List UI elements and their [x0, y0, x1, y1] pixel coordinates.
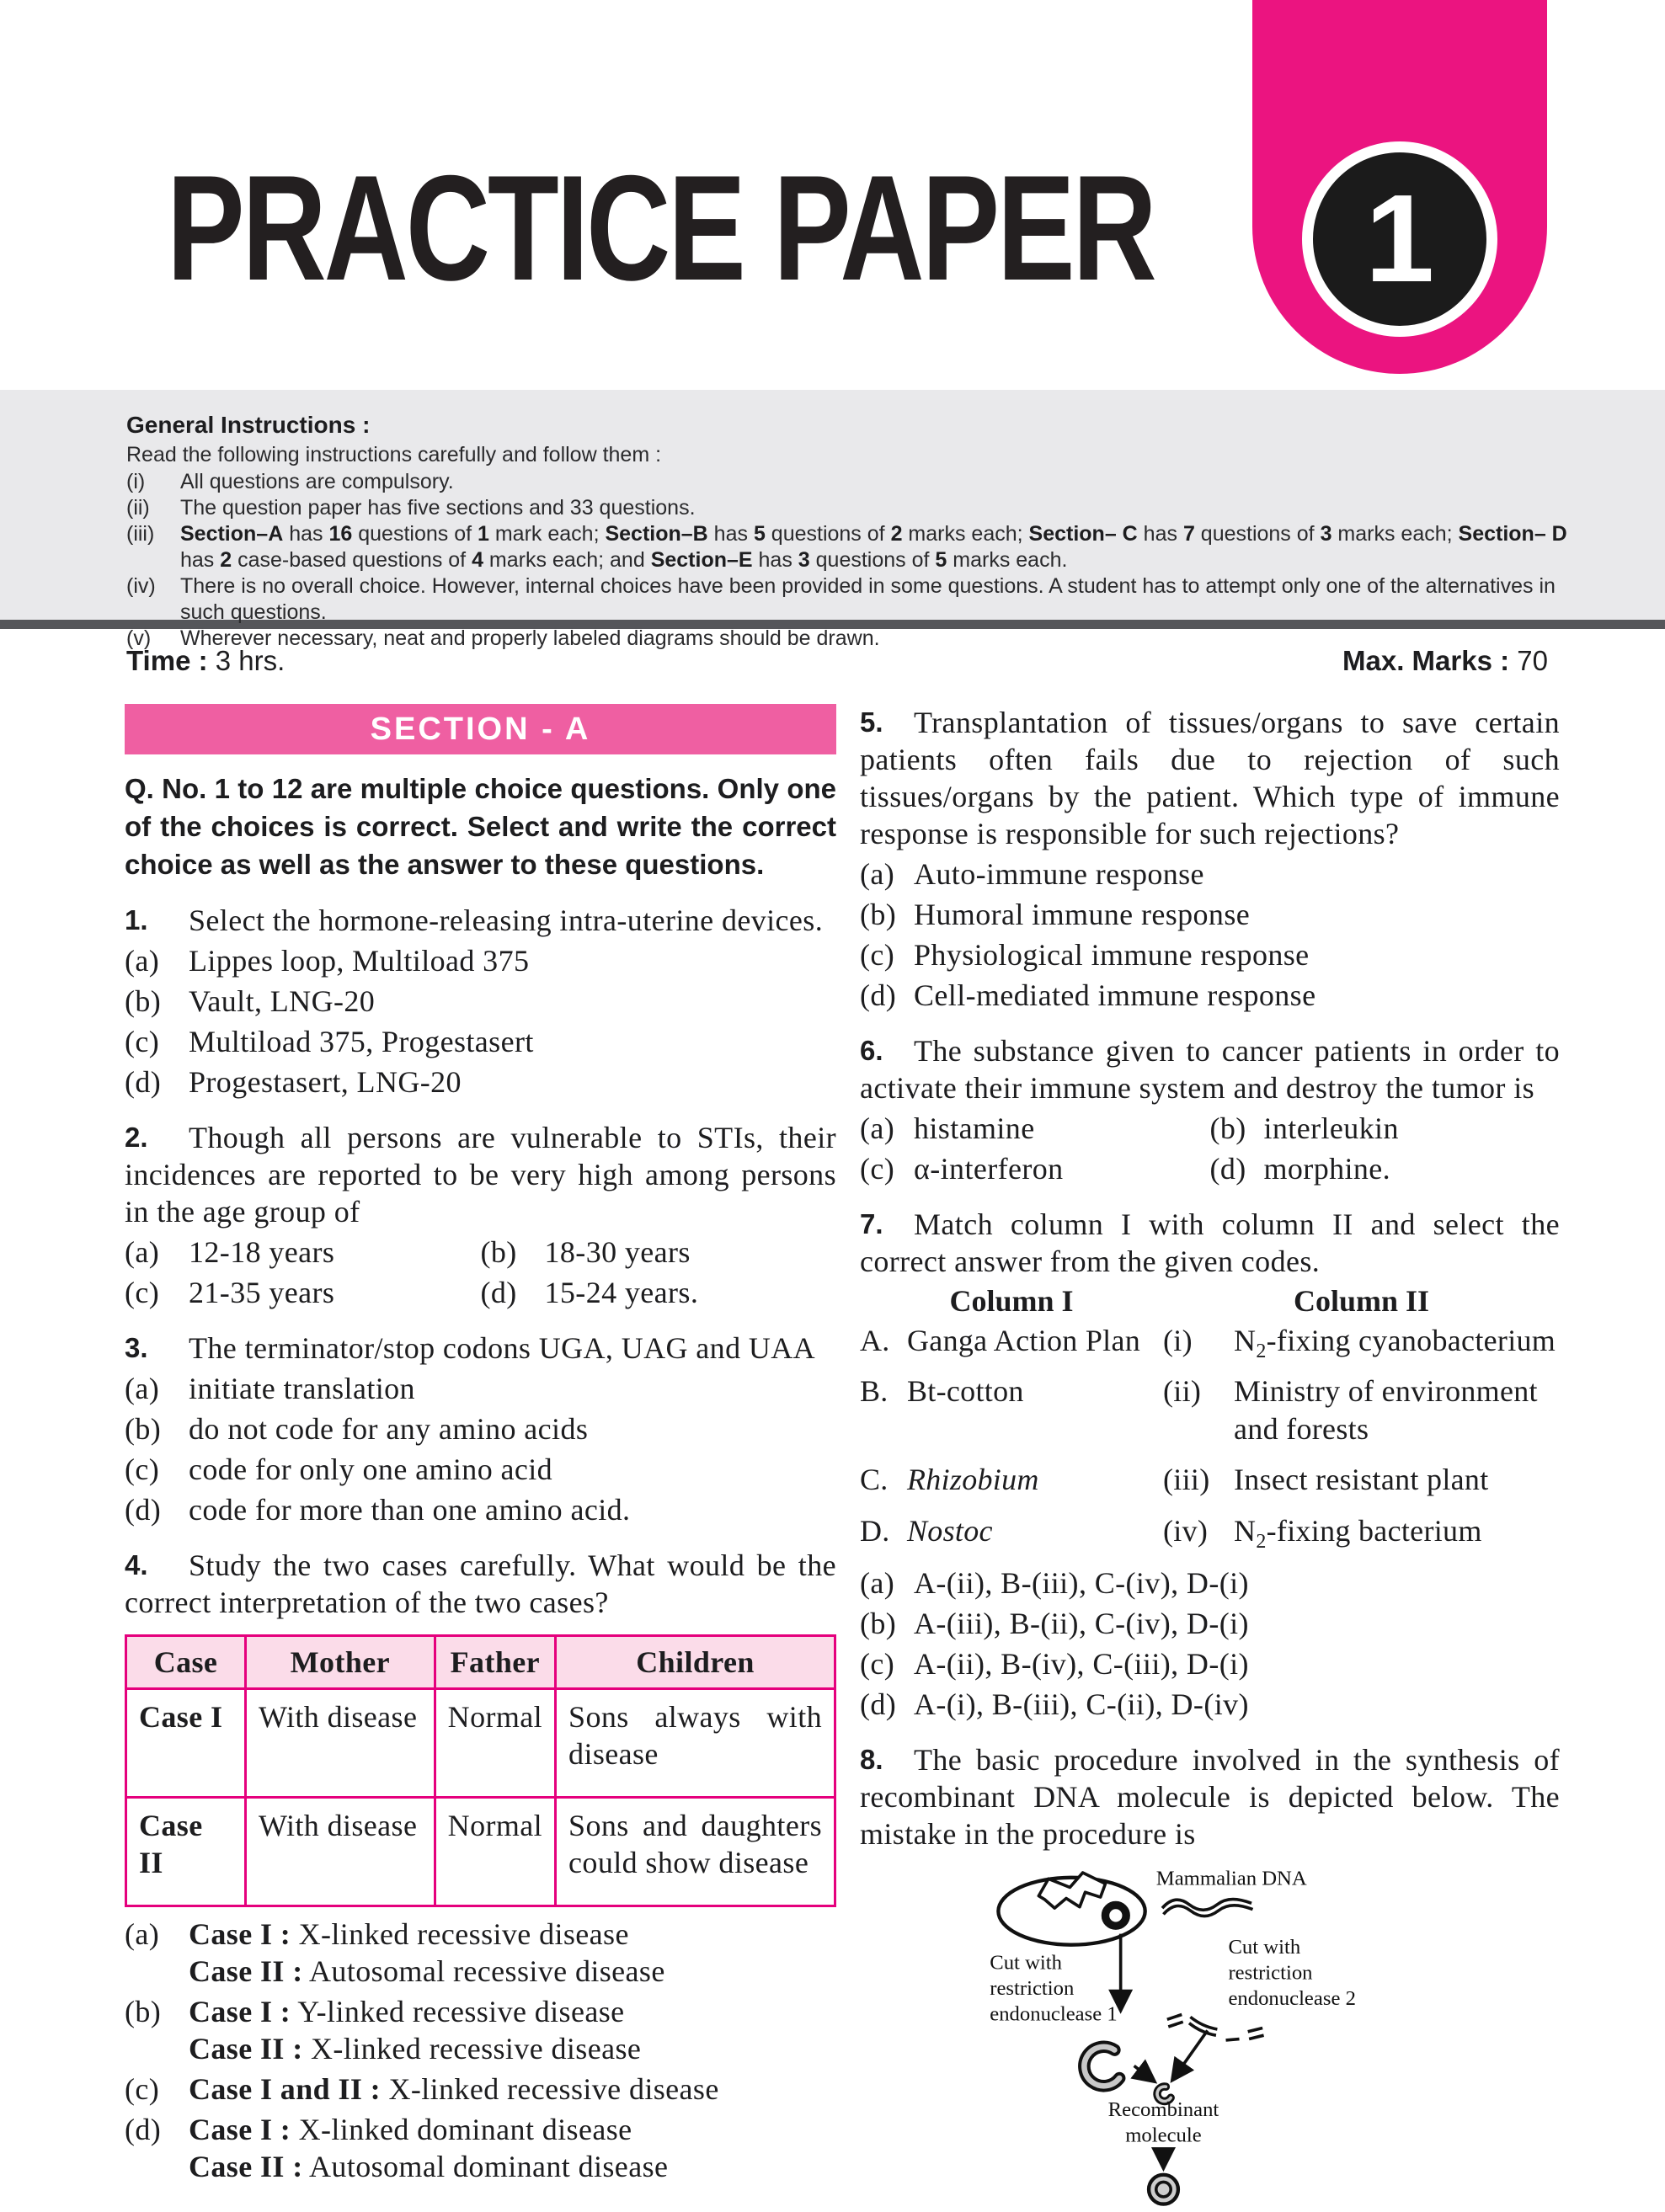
column-2-header: Column II	[1293, 1284, 1430, 1318]
question-7-option-d: (d) A-(i), B-(iii), C-(ii), D-(iv)	[860, 1687, 1249, 1721]
cut-endonuclease-2-label	[1228, 1936, 1356, 2010]
exam-meta-row	[126, 645, 1548, 677]
instruction-item-5: (v) Wherever necessary, neat and properly labeled diagrams should be drawn.	[126, 626, 880, 650]
join-arrow-left-icon	[1134, 2065, 1155, 2081]
question-1: 1. Select the hormone-releasing intra-uterine devices. (a) Lippes loop, Multiload 375 (b) Vault, LNG-20 (c) Multiload 375, Progestasert (d) Progestasert, LNG-20	[125, 902, 836, 1101]
section-a-instructions: Q. No. 1 to 12 are multiple choice questions. Only one of the choices is correct. Select and write the correct choice as well as the answer to these questions.	[125, 773, 836, 880]
question-4-text: Study the two cases carefully. What would be the correct interpretation of the two cases?	[125, 1548, 836, 1619]
question-5-option-b: (b) Humoral immune response	[860, 898, 1251, 931]
match-column-headers	[860, 1282, 1560, 1320]
question-5-option-a: (a) Auto-immune response	[860, 857, 1204, 891]
instruction-item-2: (ii) The question paper has five sections and 33 questions.	[126, 496, 696, 520]
question-5-option-d: (d) Cell-mediated immune response	[860, 978, 1316, 1012]
match-row-d: D. Nostoc (iv) $N_2$-fixing bacterium	[860, 1513, 1482, 1553]
question-3: 3. The terminator/stop codons UGA, UAG and UAA (a) initiate translation (b) do not code for any amino acids (c) code for only one amino acid (d) code for more than one amino acid.	[125, 1330, 836, 1528]
question-2-text: Though all persons are vulnerable to STIs, their incidences are reported to be very high among persons in the age group of	[125, 1121, 836, 1229]
case-table-row-1: Case I With disease Normal Sons always with disease	[126, 1689, 835, 1798]
time-allowed: Time : 3 hrs.	[126, 645, 286, 676]
general-instructions-box	[0, 390, 1665, 650]
mammalian-dna-icon	[1162, 1899, 1252, 1916]
question-3-option-d: (d) code for more than one amino acid.	[125, 1493, 631, 1527]
match-row-a: A. Ganga Action Plan (i) $N_2$-fixing cyanobacterium	[860, 1324, 1556, 1363]
page-body-columns	[125, 704, 1560, 2212]
page-title: PRACTICE PAPER	[167, 144, 1155, 312]
question-7: 7. Match column I with column II and select the correct answer from the given codes. Column I Column II A. Ganga Action Plan (i) $N_2$-fixing cyanobacterium B. Bt-cotton (ii) Ministry of environment and forests C. Rhizobium (iii) Insect resistant plant D. Nostoc (iv) $N_2$-fixing bacterium (a) A-(ii), B-(iii), C-(iv), D-(i) (b) A-(iii), B-(ii), C-(iv), D-(i) (c) A-(ii), B-(iv), C-(iii), D-(i) (d) A-(i), B-(iii), C-(ii), D-(iv)	[860, 1207, 1560, 1721]
question-4-option-a: (a) Case I : X-linked recessive disease Case II : Autosomal recessive disease	[125, 1917, 665, 1988]
question-4-option-c: (c) Case I and II : X-linked recessive disease	[125, 2072, 719, 2106]
recombinant-plasmid-icon	[1149, 2175, 1178, 2204]
question-8-text: The basic procedure involved in the synthesis of recombinant DNA molecule is depicted below. The mistake in the procedure is	[860, 1742, 1560, 1851]
question-5-text: Transplantation of tissues/organs to save certain patients often fails due to rejection of such tissues/organs by the patient. Which type of immune response is responsible for such rejections?	[860, 706, 1560, 850]
case-table	[125, 1634, 836, 1907]
instruction-item-3: (iii) Section–A has 16 questions of 1 mark each; Section–B has 5 questions of 2 marks each; Section– C has 7 questions of 3 marks each; Section– D has 2 case-based questions of 4 marks each; and Section–E has 3 questions of 5 marks each.	[126, 522, 1567, 572]
question-1-text: Select the hormone-releasing intra-uterine devices.	[189, 903, 824, 937]
dna-fragments-icon	[1167, 2014, 1264, 2040]
instructions-heading: General Instructions :	[126, 412, 371, 438]
paper-number-badge	[1302, 141, 1497, 337]
svg-text:restriction: restriction	[990, 1977, 1075, 2000]
question-6-options-row-2: (c) α-interferon (d) morphine.	[860, 1152, 1391, 1186]
question-6-options-row-1: (a) histamine (b) interleukin	[860, 1111, 1399, 1145]
recombinant-label-line-2: molecule	[1125, 2124, 1202, 2147]
question-4-option-d: (d) Case I : X-linked dominant disease Case II : Autosomal dominant disease	[125, 2113, 669, 2183]
svg-text:Cut with: Cut with	[1228, 1935, 1301, 1959]
match-row-c: C. Rhizobium (iii) Insect resistant plant	[860, 1463, 1489, 1497]
question-5: 5. Transplantation of tissues/organs to save certain patients often fails due to rejection of such tissues/organs by the patient. Which type of immune response is responsible for such rejections? (a) Auto-immune response (b) Humoral immune response (c) Physiological immune response (d) Cell-mediated immune response	[860, 706, 1560, 1012]
paper-number: 1	[1364, 169, 1435, 308]
max-marks: Max. Marks : 70	[1342, 645, 1548, 676]
question-1-option-a: (a) Lippes loop, Multiload 375	[125, 944, 530, 978]
question-7-option-c: (c) A-(ii), B-(iv), C-(iii), D-(i)	[860, 1646, 1249, 1681]
column-1-header: Column I	[949, 1284, 1074, 1318]
mammalian-dna-label: Mammalian DNA	[1155, 1867, 1307, 1890]
case-table-header-row: Case Mother Father Children	[126, 1636, 835, 1689]
svg-text:endonuclease 2: endonuclease 2	[1228, 1986, 1356, 2010]
cut-endonuclease-1-label	[990, 1952, 1118, 2026]
case-table-row-2: Case II With disease Normal Sons and daughters could show disease	[126, 1798, 835, 1906]
svg-text:restriction: restriction	[1228, 1961, 1313, 1985]
question-6: 6. The substance given to cancer patients in order to activate their immune system and destroy the tumor is (a) histamine (b) interleukin (c) α-interferon (d) morphine.	[860, 1034, 1560, 1186]
question-3-option-b: (b) do not code for any amino acids	[125, 1412, 589, 1446]
question-7-text: Match column I with column II and select the correct answer from the given codes.	[860, 1207, 1560, 1278]
instruction-item-1: (i) All questions are compulsory.	[126, 470, 454, 493]
practice-paper-tab	[1252, 0, 1547, 374]
question-8: 8. The basic procedure involved in the synthesis of recombinant DNA molecule is depicted below. The mistake in the procedure is Mammalian DNA Cut with restriction endonuclease 1 Cut with restriction endonuclease 2 Recombinant molecule	[860, 1741, 1560, 2212]
question-3-option-a: (a) initiate translation	[125, 1372, 415, 1405]
section-a-banner: SECTION - A	[125, 704, 836, 754]
question-7-option-b: (b) A-(iii), B-(ii), C-(iv), D-(i)	[860, 1606, 1249, 1640]
plasmid-icon	[1105, 1905, 1126, 1926]
match-row-b: B. Bt-cotton (ii) Ministry of environment and forests	[860, 1374, 1538, 1447]
question-4-option-b: (b) Case I : Y-linked recessive disease Case II : X-linked recessive disease	[125, 1995, 642, 2065]
question-1-option-d: (d) Progestasert, LNG-20	[125, 1065, 462, 1099]
question-3-text: The terminator/stop codons UGA, UAG and UAA	[189, 1331, 816, 1365]
left-column	[125, 704, 836, 2212]
svg-text:Cut with: Cut with	[990, 1951, 1062, 1975]
question-3-option-c: (c) code for only one amino acid	[125, 1452, 553, 1486]
recombinant-dna-diagram	[919, 1859, 1560, 2212]
instructions-intro: Read the following instructions carefully and follow them :	[126, 443, 662, 466]
question-1-option-b: (b) Vault, LNG-20	[125, 984, 376, 1018]
svg-text:endonuclease 1: endonuclease 1	[990, 2002, 1118, 2026]
question-4: 4. Study the two cases carefully. What would be the correct interpretation of the two cases? Case Mother Father Children Case I With disease Normal Sons always with disease Case II With disease Normal Sons and daughters could show disease (a) Case I : X-linked recessive disease Case II : Autosomal recessive disease (b) Case I : Y-linked recessive disease Case II : X-linked recessive disease (c) Case I and II : X-linked recessive disease (d) Case I : X-linked dominant disease Case II : Autosomal dominant disease	[125, 1548, 836, 2183]
question-1-option-c: (c) Multiload 375, Progestasert	[125, 1025, 534, 1058]
join-arrow-right-icon	[1172, 2030, 1208, 2081]
question-2-options-row-1: (a) 12-18 years (b) 18-30 years	[125, 1235, 691, 1269]
right-column	[860, 704, 1560, 2212]
recombinant-label-line-1: Recombinant	[1107, 2097, 1219, 2121]
cut-plasmid-icon	[1084, 2047, 1119, 2086]
question-2: 2. Though all persons are vulnerable to STIs, their incidences are reported to be very high among persons in the age group of (a) 12-18 years (b) 18-30 years (c) 21-35 years (d) 15-24 years.	[125, 1121, 836, 1309]
question-6-text: The substance given to cancer patients in order to activate their immune system and destroy the tumor is	[860, 1034, 1560, 1105]
question-7-option-a: (a) A-(ii), B-(iii), C-(iv), D-(i)	[860, 1565, 1249, 1600]
bacterial-cell-icon	[998, 1873, 1145, 1945]
question-5-option-c: (c) Physiological immune response	[860, 938, 1310, 972]
instruction-item-4: (iv) There is no overall choice. However, internal choices have been provided in some questions. A student has to attempt only one of the alternatives in such questions.	[126, 574, 1556, 624]
question-2-options-row-2: (c) 21-35 years (d) 15-24 years.	[125, 1276, 699, 1309]
